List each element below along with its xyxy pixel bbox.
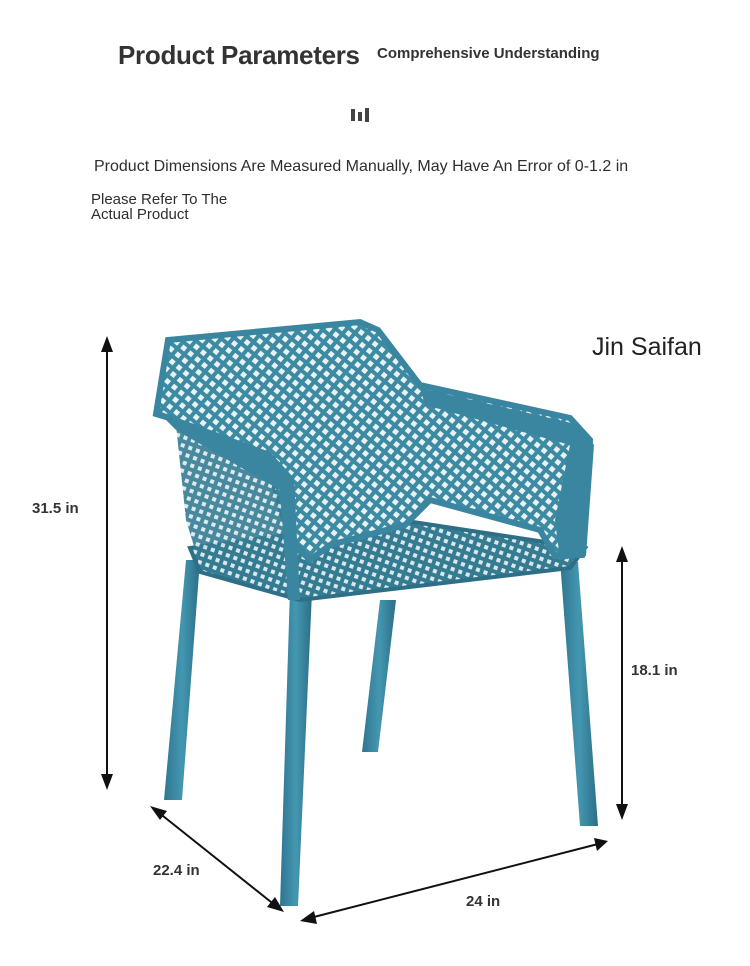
measurement-notice: Product Dimensions Are Measured Manually, May Have An Error of 0-1.2 in: [94, 158, 629, 175]
refer-note-line-1: Please Refer To The: [91, 191, 228, 208]
depth-arrow: [150, 806, 284, 912]
height-label: 31.5 in: [32, 500, 79, 517]
width-arrow: [300, 838, 608, 924]
refer-note-line-2: Actual Product: [91, 206, 189, 223]
height-arrow: [101, 336, 113, 790]
armchair-illustration: [156, 322, 598, 906]
seat-height-arrow: [616, 546, 628, 820]
width-label: 24 in: [466, 893, 501, 910]
page-subtitle: Comprehensive Understanding: [377, 45, 600, 62]
page-title: Product Parameters: [118, 40, 360, 70]
seat-height-label: 18.1 in: [631, 662, 678, 679]
brand-name: Jin Saifan: [592, 333, 702, 361]
depth-label: 22.4 in: [153, 862, 200, 879]
